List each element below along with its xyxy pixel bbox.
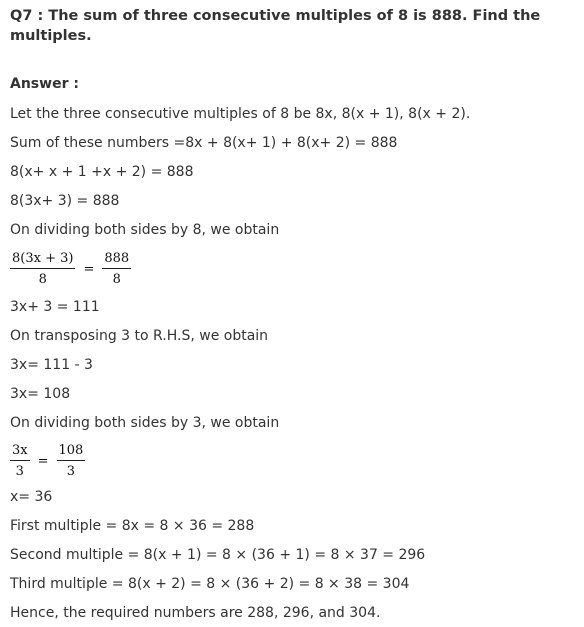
solution-line: 8(3x+ 3) = 888 xyxy=(10,193,120,209)
equals-sign: = xyxy=(83,261,95,277)
solution-line: Hence, the required numbers are 288, 296, and 304. xyxy=(10,605,381,621)
solution-line: 3x+ 3 = 111 xyxy=(10,299,100,315)
solution-line: Third multiple = 8(x + 2) = 8 × (36 + 2) = 8 × 38 = 304 xyxy=(10,576,410,592)
fraction-equation-1 xyxy=(10,251,131,287)
solution-line: On dividing both sides by 8, we obtain xyxy=(10,222,280,238)
solution-line: On transposing 3 to R.H.S, we obtain xyxy=(10,328,269,344)
question-text: Q7 : The sum of three consecutive multiples of 8 is 888. Find the multiples. xyxy=(10,8,541,44)
fraction-right xyxy=(102,251,131,287)
solution-line: Let the three consecutive multiples of 8 be 8x, 8(x + 1), 8(x + 2). xyxy=(10,106,471,122)
fraction-denominator: 3 xyxy=(15,464,24,479)
solution-line: 3x= 111 - 3 xyxy=(10,357,93,373)
equals-sign: = xyxy=(37,453,49,469)
solution-line: 3x= 108 xyxy=(10,386,71,402)
fraction-numerator: 3x xyxy=(10,443,30,461)
solution-line: x= 36 xyxy=(10,489,53,505)
fraction-equation-2 xyxy=(10,443,85,479)
fraction-denominator: 8 xyxy=(112,272,121,287)
fraction-left xyxy=(10,443,30,479)
fraction-denominator: 8 xyxy=(38,272,47,287)
fraction-right xyxy=(57,443,86,479)
solution-line: Second multiple = 8(x + 1) = 8 × (36 + 1) = 8 × 37 = 296 xyxy=(10,547,426,563)
fraction-denominator: 3 xyxy=(66,464,76,479)
solution-line: 8(x+ x + 1 +x + 2) = 888 xyxy=(10,164,194,180)
solution-line: Sum of these numbers =8x + 8(x+ 1) + 8(x+ 2) = 888 xyxy=(10,135,398,151)
solution-line: On dividing both sides by 3, we obtain xyxy=(10,415,280,431)
fraction-numerator: 108 xyxy=(57,443,86,461)
fraction-left xyxy=(10,251,75,287)
fraction-numerator: 888 xyxy=(102,251,131,269)
fraction-numerator: 8(3x + 3) xyxy=(10,251,75,269)
solution-line: First multiple = 8x = 8 × 36 = 288 xyxy=(10,518,255,534)
answer-label: Answer : xyxy=(10,76,79,92)
